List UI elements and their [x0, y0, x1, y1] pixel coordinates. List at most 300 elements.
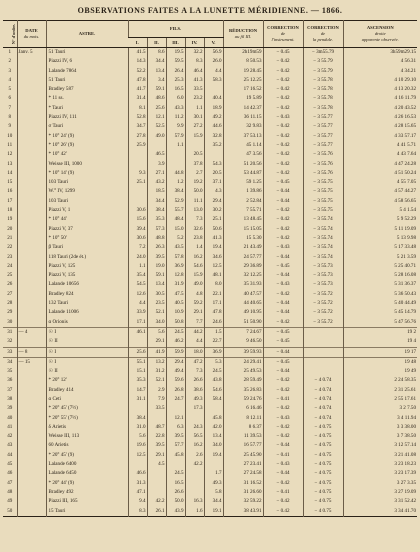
- row-astre: Bradley 824: [46, 290, 128, 299]
- row-correction-instrument: − 0.43: [263, 414, 303, 423]
- row-fil-4: 29.1: [185, 308, 204, 317]
- row-reduction: 45 1.14: [223, 141, 263, 150]
- row-fil-5: 37.1: [204, 178, 223, 187]
- row-fil-5: 34.6: [204, 253, 223, 262]
- row-fil-5: 49.2: [204, 113, 223, 122]
- row-ascension: 5 17 33.48: [343, 243, 417, 252]
- header-fil-5: V.: [204, 38, 223, 48]
- table-row: [3, 206, 417, 215]
- table-row: [3, 160, 417, 169]
- row-correction-pendule: − 4 0.75: [303, 423, 343, 432]
- row-fil-2: 34.0: [147, 318, 166, 328]
- row-fil-1: 35.3: [128, 376, 147, 385]
- row-astre: 132 Tauri: [46, 299, 128, 308]
- row-correction-instrument: − 0.41: [263, 395, 303, 404]
- row-number: 24: [7, 262, 13, 269]
- row-date: — 15: [17, 357, 46, 367]
- row-ascension: 4 34.21: [343, 67, 417, 76]
- row-fil-3: 59.9: [166, 347, 185, 357]
- row-fil-4: 8.3: [185, 57, 204, 66]
- row-reduction: 24 29.41: [223, 357, 263, 367]
- row-number: 11: [7, 141, 13, 148]
- row-astre: Lalande 10656: [46, 280, 128, 289]
- row-correction-pendule: − 3 55.76: [303, 160, 343, 169]
- row-fil-1: 9.4: [128, 497, 147, 506]
- row-fil-3: [166, 160, 185, 169]
- row-fil-3: [166, 460, 185, 469]
- row-ascension: 3 31 52.42: [343, 497, 417, 506]
- row-fil-5: 1.5: [204, 327, 223, 337]
- row-fil-1: 31.4: [128, 94, 147, 103]
- row-fil-5: 41.3: [204, 234, 223, 243]
- row-reduction: 25 12.25: [223, 76, 263, 85]
- row-astre: Piazzi V, 125: [46, 262, 128, 271]
- row-reduction: 24 57.77: [223, 253, 263, 262]
- row-astre: 15 Tauri: [46, 507, 128, 517]
- row-fil-5: 19.4: [204, 243, 223, 252]
- row-fil-1: 1.1: [128, 262, 147, 271]
- row-ascension: 3 3 38.00: [343, 423, 417, 432]
- row-correction-instrument: − 0.43: [263, 243, 303, 252]
- row-fil-5: 50.6: [204, 225, 223, 234]
- row-correction-pendule: − 3 55.74: [303, 215, 343, 224]
- row-correction-pendule: − 3 55.76: [303, 169, 343, 178]
- row-fil-5: 43.8: [204, 376, 223, 385]
- row-fil-2: 13.4: [147, 280, 166, 289]
- row-date: [17, 497, 46, 506]
- row-date: [17, 169, 46, 178]
- row-date: [17, 178, 46, 187]
- row-fil-3: 11.2: [166, 113, 185, 122]
- row-astre: Weisse III, 1000: [46, 160, 128, 169]
- row-correction-pendule: − 3 55.74: [303, 225, 343, 234]
- row-number: 26: [7, 281, 13, 288]
- row-fil-2: 57.3: [147, 225, 166, 234]
- row-fil-3: 12.1: [166, 414, 185, 423]
- row-correction-instrument: − 0.42: [263, 94, 303, 103]
- row-fil-2: 41.9: [147, 347, 166, 357]
- table-row: [3, 507, 417, 517]
- row-ascension: 5 40 44.49: [343, 299, 417, 308]
- row-correction-pendule: − 4 0.74: [303, 404, 343, 413]
- header-num: N° d'ordre.: [3, 21, 17, 48]
- row-fil-4: 15.9: [185, 132, 204, 141]
- row-fil-3: 47.5: [166, 290, 185, 299]
- row-fil-4: 23.8: [185, 234, 204, 243]
- row-fil-3: 25.3: [166, 76, 185, 85]
- row-fil-3: 36.9: [166, 262, 185, 271]
- row-date: [17, 57, 46, 66]
- row-fil-5: 24.6: [204, 318, 223, 328]
- row-astre: * 20° 44' (9): [46, 479, 128, 488]
- row-fil-5: [204, 460, 223, 469]
- row-ascension: 5 13 9.98: [343, 234, 417, 243]
- row-fil-4: 2.6: [185, 451, 204, 460]
- row-fil-5: 17.1: [204, 299, 223, 308]
- row-fil-2: 34.4: [147, 57, 166, 66]
- row-reduction: 36 11.15: [223, 113, 263, 122]
- row-number: 13: [7, 160, 13, 167]
- row-reduction: 14 42.37: [223, 104, 263, 113]
- row-fil-1: 39.4: [128, 225, 147, 234]
- table-header: [3, 21, 417, 48]
- header-astre: ASTRE.: [46, 21, 128, 48]
- row-astre: Piazzi IV, 111: [46, 113, 128, 122]
- row-date: [17, 414, 46, 423]
- table-row: [3, 122, 417, 131]
- row-ascension: 3 21 41.08: [343, 451, 417, 460]
- row-reduction: 19 28.45: [223, 67, 263, 76]
- row-correction-instrument: − 0.41: [263, 488, 303, 497]
- row-fil-5: 19.1: [204, 507, 223, 517]
- row-fil-4: 7.3: [185, 367, 204, 376]
- row-astre: 51 Tauri: [46, 76, 128, 85]
- row-number: 23: [7, 253, 13, 260]
- table-row: [3, 347, 417, 357]
- row-correction-pendule: − 3 55.74: [303, 243, 343, 252]
- row-fil-5: 1.7: [204, 469, 223, 478]
- row-fil-5: 45.8: [204, 414, 223, 423]
- row-number: 14: [7, 169, 13, 176]
- row-ascension: 5 28 16.08: [343, 271, 417, 280]
- row-correction-instrument: − 0.42: [263, 160, 303, 169]
- row-astre: * 20° 55' (7½): [46, 414, 128, 423]
- row-fil-1: 7.2: [128, 243, 147, 252]
- row-fil-2: 27.1: [147, 169, 166, 178]
- row-ascension: 2 24 58.35: [343, 376, 417, 385]
- row-correction-instrument: − 0.42: [263, 206, 303, 215]
- row-date: [17, 132, 46, 141]
- row-fil-5: 54.6: [204, 386, 223, 395]
- row-astre: Piazzi V, 1: [46, 206, 128, 215]
- row-ascension: 19 2: [343, 327, 417, 337]
- table-row: [3, 197, 417, 206]
- table-row: [3, 85, 417, 94]
- row-fil-2: 43.2: [147, 178, 166, 187]
- row-astre: * 20° 45' (9): [46, 451, 128, 460]
- table-row: [3, 243, 417, 252]
- row-ascension: 4 57 44.27: [343, 187, 417, 196]
- row-fil-5: 13.4: [204, 432, 223, 441]
- row-reduction: 31 16.52: [223, 479, 263, 488]
- row-fil-3: 49.4: [166, 367, 185, 376]
- row-correction-instrument: − 0.42: [263, 169, 303, 178]
- row-fil-4: 54.6: [185, 262, 204, 271]
- row-correction-instrument: − 0.42: [263, 85, 303, 94]
- table-row: [3, 376, 417, 385]
- row-correction-instrument: − 0.42: [263, 122, 303, 131]
- row-date: [17, 451, 46, 460]
- row-fil-4: 49.3: [185, 395, 204, 404]
- row-astre: 60 Arietis: [46, 441, 128, 450]
- row-date: [17, 150, 46, 159]
- table-row: [3, 141, 417, 150]
- row-number: 36: [7, 377, 13, 384]
- row-number: 31: [7, 328, 13, 335]
- header-fil-4: IV.: [185, 38, 204, 48]
- row-fil-4: 59.2: [185, 299, 204, 308]
- row-fil-3: 59.5: [166, 57, 185, 66]
- row-date: [17, 94, 46, 103]
- row-correction-instrument: − 0.45: [263, 337, 303, 347]
- row-fil-1: 35.4: [128, 271, 147, 280]
- row-fil-4: 30.1: [185, 113, 204, 122]
- row-fil-2: 59.1: [147, 271, 166, 280]
- row-fil-5: 34.4: [204, 497, 223, 506]
- row-correction-instrument: − 0.42: [263, 479, 303, 488]
- row-ascension: 19 4: [343, 337, 417, 347]
- row-date: [17, 160, 46, 169]
- row-correction-pendule: − 4 0.75: [303, 497, 343, 506]
- row-fil-5: 30.2: [204, 206, 223, 215]
- row-fil-4: 16.2: [185, 253, 204, 262]
- row-reduction: 35 26.83: [223, 386, 263, 395]
- row-fil-4: 26.6: [185, 376, 204, 385]
- row-date: [17, 197, 46, 206]
- row-correction-pendule: − 4 0.75: [303, 441, 343, 450]
- row-correction-instrument: − 0.44: [263, 441, 303, 450]
- row-date: [17, 206, 46, 215]
- table-row: [3, 404, 417, 413]
- row-date: [17, 308, 46, 317]
- row-ascension: 4 13 20.32: [343, 85, 417, 94]
- row-fil-4: 24.3: [185, 423, 204, 432]
- row-ascension: 4 58 56.65: [343, 197, 417, 206]
- row-fil-1: [128, 337, 147, 347]
- table-row: [3, 395, 417, 404]
- row-correction-instrument: − 0.42: [263, 507, 303, 517]
- row-number: 25: [7, 272, 13, 279]
- row-astre: Bradley 587: [46, 85, 128, 94]
- row-reduction: 49 10.95: [223, 308, 263, 317]
- row-astre: Lalande 11006: [46, 308, 128, 317]
- row-date: [17, 280, 46, 289]
- row-number: 20: [7, 225, 13, 232]
- row-fil-1: 8.1: [128, 104, 147, 113]
- row-ascension: 3 27 3.35: [343, 479, 417, 488]
- row-correction-instrument: − 0.42: [263, 290, 303, 299]
- row-fil-2: 52.1: [147, 308, 166, 317]
- row-number: 49: [7, 498, 13, 505]
- table-row: [3, 76, 417, 85]
- row-date: [17, 488, 46, 497]
- row-fil-3: 39.5: [166, 432, 185, 441]
- row-fil-3: 55.7: [166, 206, 185, 215]
- row-astre: * 10° 42': [46, 150, 128, 159]
- row-fil-4: [185, 141, 204, 150]
- row-reduction: 31 26.60: [223, 488, 263, 497]
- table-row: [3, 469, 417, 478]
- row-astre: ☉ I: [46, 357, 128, 367]
- row-correction-instrument: − 0.44: [263, 367, 303, 376]
- row-number: 32: [7, 338, 13, 345]
- row-fil-2: 26.3: [147, 243, 166, 252]
- row-fil-5: 58.4: [204, 395, 223, 404]
- row-fil-2: 22.8: [147, 432, 166, 441]
- row-astre: * 20° 12': [46, 376, 128, 385]
- row-fil-2: 48.8: [147, 234, 166, 243]
- row-fil-5: 58.3: [204, 76, 223, 85]
- row-ascension: 5 25 40.71: [343, 262, 417, 271]
- row-fil-5: 24.5: [204, 367, 223, 376]
- row-ascension: 5 45 14.79: [343, 308, 417, 317]
- row-ascension: 4 51 50.24: [343, 169, 417, 178]
- row-correction-instrument: − 0.45: [263, 178, 303, 187]
- row-fil-2: 13.4: [147, 67, 166, 76]
- row-fil-2: [147, 479, 166, 488]
- row-fil-1: [128, 460, 147, 469]
- row-number: 10: [7, 132, 13, 139]
- row-fil-5: 35.2: [204, 141, 223, 150]
- row-ascension: 5 47 56.76: [343, 318, 417, 328]
- row-fil-1: 31.1: [128, 395, 147, 404]
- row-fil-5: [204, 404, 223, 413]
- table-row: [3, 299, 417, 308]
- row-fil-2: 49.0: [147, 132, 166, 141]
- table-row: [3, 253, 417, 262]
- row-fil-4: 16.3: [185, 497, 204, 506]
- row-fil-5: 4.4: [204, 67, 223, 76]
- row-fil-2: [147, 141, 166, 150]
- row-fil-3: 46.2: [166, 337, 185, 347]
- row-reduction: 25 45.90: [223, 451, 263, 460]
- row-fil-4: 56.5: [185, 432, 204, 441]
- row-ascension: 5 4 1.54: [343, 206, 417, 215]
- row-fil-2: 8.6: [147, 48, 166, 58]
- row-date: [17, 423, 46, 432]
- row-date: [17, 215, 46, 224]
- row-fil-5: 36.9: [204, 347, 223, 357]
- row-fil-4: 42.2: [185, 460, 204, 469]
- row-fil-1: 52.8: [128, 113, 147, 122]
- row-fil-2: [147, 488, 166, 497]
- row-number: 27: [7, 290, 13, 297]
- row-fil-4: 17.3: [185, 404, 204, 413]
- row-fil-2: 39.5: [147, 441, 166, 450]
- table-row: [3, 479, 417, 488]
- row-ascension: 4 55 7.05: [343, 178, 417, 187]
- row-correction-instrument: − 0.45: [263, 48, 303, 58]
- row-fil-3: 50.0: [166, 497, 185, 506]
- row-correction-instrument: − 0.45: [263, 262, 303, 271]
- row-fil-2: 13.2: [147, 357, 166, 367]
- row-fil-5: 8.0: [204, 280, 223, 289]
- row-fil-4: 38.6: [185, 386, 204, 395]
- row-fil-2: 23.5: [147, 299, 166, 308]
- row-fil-1: 19.6: [128, 441, 147, 450]
- row-fil-1: 34.7: [128, 122, 147, 131]
- header-reduction: RÉDUCTION au fil III.: [223, 21, 263, 48]
- row-fil-1: 41.7: [128, 85, 147, 94]
- row-fil-3: 26.6: [166, 488, 185, 497]
- row-fil-4: 44.2: [185, 327, 204, 337]
- header-date: DATE du mois.: [17, 21, 46, 48]
- row-fil-5: 29.4: [204, 197, 223, 206]
- row-correction-pendule: − 3 55.77: [303, 132, 343, 141]
- row-fil-1: 15.1: [128, 367, 147, 376]
- row-fil-4: 4.4: [185, 337, 204, 347]
- row-date: [17, 376, 46, 385]
- row-fil-1: 5.6: [128, 432, 147, 441]
- row-ascension: 4 26 16.53: [343, 113, 417, 122]
- row-fil-3: 9.9: [166, 122, 185, 131]
- row-correction-pendule: − 3 55.72: [303, 299, 343, 308]
- row-correction-instrument: − 0.44: [263, 299, 303, 308]
- row-correction-pendule: − 3 55.74: [303, 234, 343, 243]
- row-fil-4: 33.5: [185, 85, 204, 94]
- row-reduction: 59 24.76: [223, 395, 263, 404]
- row-fil-1: [128, 160, 147, 169]
- row-fil-2: 52.5: [147, 122, 166, 131]
- row-correction-instrument: − 0.44: [263, 347, 303, 357]
- row-correction-instrument: − 0.43: [263, 280, 303, 289]
- row-correction-instrument: − 0.42: [263, 404, 303, 413]
- row-correction-instrument: − 0.42: [263, 76, 303, 85]
- row-fil-2: 25.6: [147, 104, 166, 113]
- row-fil-2: 34.4: [147, 197, 166, 206]
- row-fil-3: [166, 404, 185, 413]
- row-astre: ☉ I: [46, 347, 128, 357]
- row-number: 41: [7, 423, 13, 430]
- row-correction-pendule: − 3 55.77: [303, 113, 343, 122]
- row-correction-instrument: − 0.44: [263, 253, 303, 262]
- row-number: 5: [8, 86, 12, 93]
- row-correction-pendule: − 3 55.72: [303, 308, 343, 317]
- row-fil-1: 25.9: [128, 141, 147, 150]
- row-correction-pendule: − 4 0.75: [303, 460, 343, 469]
- row-correction-instrument: − 0.44: [263, 197, 303, 206]
- row-reduction: 1 39.86: [223, 187, 263, 196]
- row-correction-pendule: − 4 0.75: [303, 488, 343, 497]
- row-fil-1: 14.3: [128, 57, 147, 66]
- row-date: [17, 460, 46, 469]
- row-fil-3: 38.4: [166, 187, 185, 196]
- row-ascension: 5 11 19.09: [343, 225, 417, 234]
- row-date: [17, 299, 46, 308]
- row-fil-2: 12.1: [147, 113, 166, 122]
- table-row: [3, 414, 417, 423]
- row-reduction: 28 59.49: [223, 376, 263, 385]
- row-fil-1: 14.7: [128, 386, 147, 395]
- row-correction-instrument: − 0.44: [263, 308, 303, 317]
- row-ascension: 5 31 36.37: [343, 280, 417, 289]
- row-fil-1: 33.9: [128, 308, 147, 317]
- row-correction-pendule: − 3 55.77: [303, 122, 343, 131]
- row-fil-1: 25.1: [128, 178, 147, 187]
- row-date: [17, 395, 46, 404]
- table-row: [3, 132, 417, 141]
- row-astre: ☉ II: [46, 337, 128, 347]
- row-reduction: 35 31.93: [223, 280, 263, 289]
- row-fil-3: 1.2: [166, 178, 185, 187]
- row-fil-5: [204, 85, 223, 94]
- row-reduction: 25 49.53: [223, 367, 263, 376]
- row-fil-3: 44.8: [166, 169, 185, 178]
- row-astre: * 10° 24' (9): [46, 132, 128, 141]
- row-fil-1: 15.6: [128, 215, 147, 224]
- row-date: [17, 432, 46, 441]
- row-correction-pendule: − 4 0.74: [303, 386, 343, 395]
- row-fil-1: [128, 404, 147, 413]
- row-number: 42: [7, 433, 13, 440]
- table-row: [3, 423, 417, 432]
- row-number: 17: [7, 197, 13, 204]
- row-reduction: 40 47.57: [223, 290, 263, 299]
- row-correction-pendule: − 3 55.75: [303, 197, 343, 206]
- row-correction-instrument: − 0.42: [263, 104, 303, 113]
- row-fil-2: 31.2: [147, 367, 166, 376]
- row-date: [17, 367, 46, 376]
